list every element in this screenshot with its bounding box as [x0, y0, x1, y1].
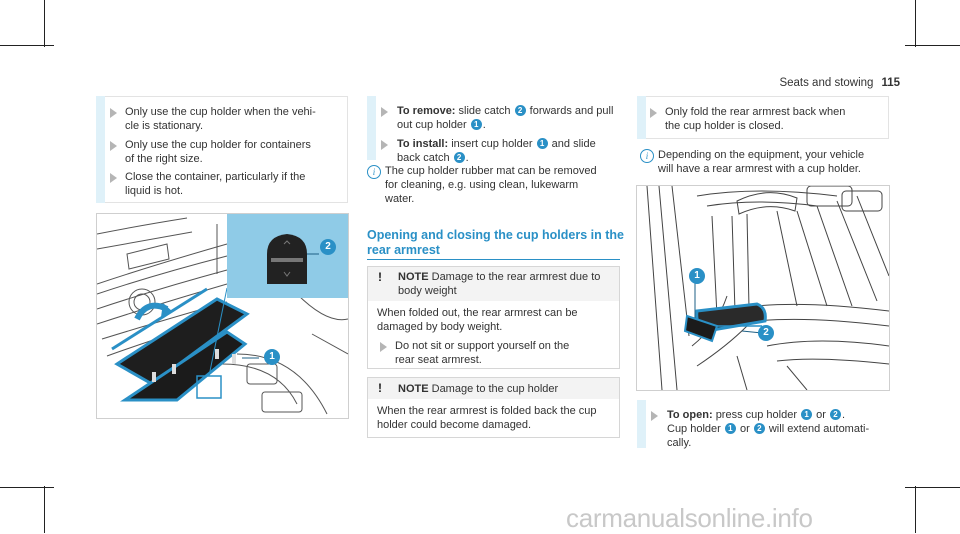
- warning-icon: !: [378, 270, 382, 284]
- step-arrow-icon: [110, 173, 117, 183]
- callout-2: 2: [320, 239, 336, 255]
- step-arrow-icon: [380, 342, 387, 352]
- remove-step: To remove: slide catch 2 forwards and pull out cup holder 1 .: [397, 105, 614, 131]
- callout-1: 1: [801, 409, 812, 420]
- step-arrow-icon: [651, 411, 658, 421]
- info-icon: i: [640, 149, 654, 163]
- watermark: carmanualsonline.info: [566, 503, 813, 533]
- step-arrow-icon: [650, 108, 657, 118]
- crop-mark: [44, 486, 45, 533]
- callout-1: 1: [537, 138, 548, 149]
- step-arrow-icon: [381, 140, 388, 150]
- list-item: Only use the cup holder when the vehi- cle is stationary.: [125, 106, 316, 132]
- rear-seat-illustration: [637, 186, 889, 390]
- list-bar: [96, 96, 105, 203]
- callout-2: 2: [754, 423, 765, 434]
- callout-1: 1: [689, 268, 705, 284]
- console-illustration: [97, 214, 348, 418]
- note-body: When the rear armrest is folded back the cup holder could become damaged.: [377, 405, 597, 431]
- page-number: 115: [881, 77, 900, 89]
- rear-armrest-figure: [636, 185, 890, 391]
- list-item: Only use the cup holder for containers of the right size.: [125, 139, 311, 165]
- callout-1: 1: [264, 349, 280, 365]
- open-step: To open: press cup holder 1 or 2 . Cup holder 1 or 2 will extend automati- cally.: [667, 409, 870, 449]
- section-heading: Opening and closing the cup holders in the rear armrest: [367, 228, 624, 257]
- callout-2: 2: [758, 325, 774, 341]
- warning-icon: !: [378, 381, 382, 395]
- install-step: To install: insert cup holder 1 and slide back catch 2 .: [397, 138, 596, 164]
- heading-rule: [367, 259, 620, 260]
- callout-2: 2: [830, 409, 841, 420]
- info-text: Depending on the equipment, your vehicle will have a rear armrest with a cup holder.: [658, 149, 865, 175]
- note-title: NOTE Damage to the cup holder: [398, 383, 559, 395]
- steps-bar: [367, 96, 376, 160]
- section-title: Seats and stowing: [779, 77, 874, 89]
- crop-mark: [0, 45, 54, 46]
- list-item: Close the container, particularly if the liquid is hot.: [125, 171, 306, 197]
- callout-2: 2: [454, 152, 465, 163]
- note-title: NOTE Damage to the rear armrest due to body weight: [398, 271, 601, 297]
- note-body: When folded out, the rear armrest can be damaged by body weight.: [377, 307, 578, 333]
- step-arrow-icon: [110, 108, 117, 118]
- crop-mark: [0, 487, 54, 488]
- steps-bar: [637, 400, 646, 448]
- callout-1: 1: [725, 423, 736, 434]
- step-bar: [637, 96, 646, 139]
- note-step: Do not sit or support yourself on the rear seat armrest.: [395, 340, 570, 366]
- page-header: [779, 77, 900, 89]
- crop-mark: [905, 45, 960, 46]
- callout-1: 1: [471, 119, 482, 130]
- crop-mark: [905, 487, 960, 488]
- step-arrow-icon: [381, 107, 388, 117]
- info-text: The cup holder rubber mat can be removed for cleaning, e.g. using clean, lukewarm water.: [385, 165, 597, 205]
- crop-mark: [915, 486, 916, 533]
- crop-mark: [915, 0, 916, 47]
- info-icon: i: [367, 165, 381, 179]
- step-arrow-icon: [110, 141, 117, 151]
- fold-step: Only fold the rear armrest back when the cup holder is closed.: [665, 106, 846, 132]
- crop-mark: [44, 0, 45, 47]
- center-console-figure: [96, 213, 349, 419]
- callout-2: 2: [515, 105, 526, 116]
